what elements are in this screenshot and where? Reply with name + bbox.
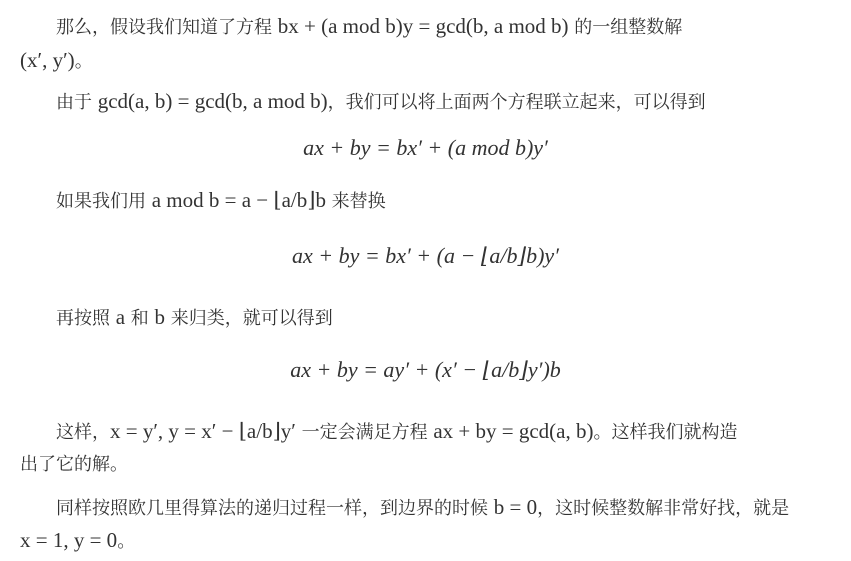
equation-3: ax + by = ay′ + (x′ − ⌊a/b⌋y′)b bbox=[290, 357, 561, 382]
p2-math: gcd(a, b) = gcd(b, a mod b) bbox=[97, 89, 328, 113]
p6-math: b = 0 bbox=[493, 495, 538, 519]
p3-text-before: 如果我们用 bbox=[56, 191, 152, 212]
paragraph-1 bbox=[20, 9, 832, 45]
p4-math-b: b bbox=[154, 305, 166, 329]
p1-line2-math: (x′, y′) bbox=[20, 48, 75, 72]
p5-text-before: 这样， bbox=[56, 422, 110, 443]
p1-math: bx + (a mod b)y = gcd(b, a mod b) bbox=[277, 14, 569, 38]
p5-math: x = y′, y = x′ − ⌊a/b⌋y′ bbox=[110, 419, 296, 443]
paragraph-4 bbox=[20, 300, 832, 336]
p4-text-before: 再按照 bbox=[56, 308, 116, 329]
p6-line2-math: x = 1, y = 0 bbox=[20, 528, 118, 552]
p2-text-before: 由于 bbox=[56, 92, 98, 113]
p4-math-a: a bbox=[115, 305, 126, 329]
p4-text-after: 来归类，就可以得到 bbox=[165, 308, 333, 329]
paragraph-2 bbox=[20, 84, 832, 120]
paragraph-6-line-2 bbox=[20, 523, 832, 559]
p5-text-after: 。这样我们就构造 bbox=[593, 422, 738, 443]
paragraph-5-line-2 bbox=[20, 448, 832, 482]
equation-1: ax + by = bx′ + (a mod b)y′ bbox=[303, 135, 548, 160]
p5-text-mid: 一定会满足方程 bbox=[295, 422, 434, 443]
equation-2: ax + by = bx′ + (a − ⌊a/b⌋b)y′ bbox=[292, 243, 559, 268]
paragraph-6 bbox=[20, 490, 832, 526]
p1-text-after: 的一组整数解 bbox=[568, 17, 683, 38]
paragraph-1-line-2 bbox=[20, 43, 832, 79]
paragraph-5 bbox=[20, 414, 832, 450]
p1-line2-after: 。 bbox=[74, 51, 93, 72]
p6-text-before: 同样按照欧几里得算法的递归过程一样，到边界的时候 bbox=[56, 498, 494, 519]
p4-text-mid: 和 bbox=[125, 308, 155, 329]
p3-text-after: 来替换 bbox=[325, 191, 386, 212]
paragraph-3 bbox=[20, 183, 832, 219]
p1-text-before: 那么，假设我们知道了方程 bbox=[56, 17, 278, 38]
p3-math: a mod b = a − ⌊a/b⌋b bbox=[151, 188, 326, 212]
p6-line2-after: 。 bbox=[117, 531, 136, 552]
p5-line2-text: 出了它的解。 bbox=[20, 454, 128, 475]
p2-text-after: ，我们可以将上面两个方程联立起来，可以得到 bbox=[327, 92, 706, 113]
p6-text-after: ，这时候整数解非常好找，就是 bbox=[537, 498, 790, 519]
p5-math-2: ax + by = gcd(a, b) bbox=[433, 419, 594, 443]
